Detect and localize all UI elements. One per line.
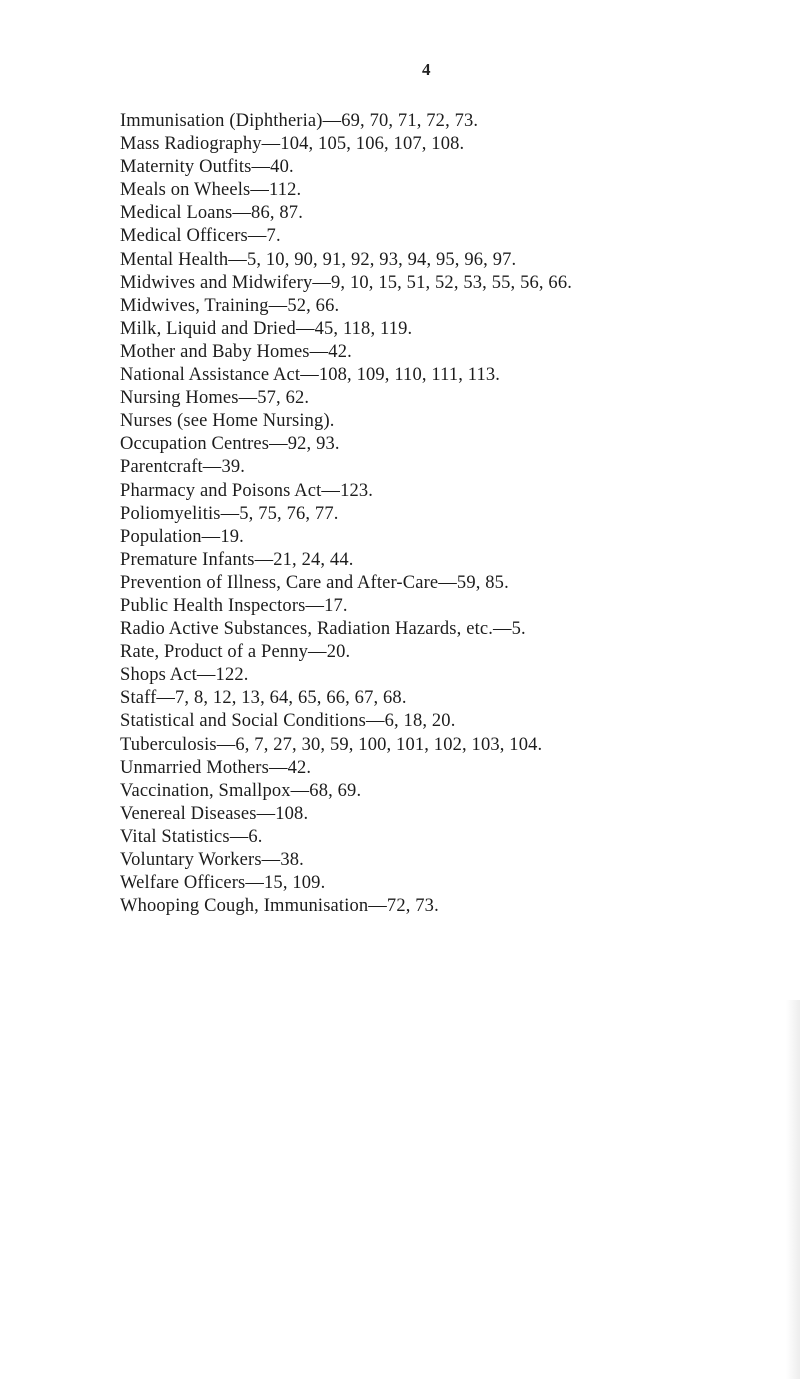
page-number: 4 <box>422 60 431 79</box>
page-edge-shadow <box>786 1000 800 1379</box>
index-entry: Mass Radiography—104, 105, 106, 107, 108. <box>120 134 465 155</box>
index-entry: Midwives, Training—52, 66. <box>120 295 340 316</box>
index-entry: Meals on Wheels—112. <box>120 180 302 201</box>
index-entry: Premature Infants—21, 24, 44. <box>120 549 354 570</box>
index-entry: Maternity Outfits—40. <box>120 157 294 178</box>
index-entry: Vaccination, Smallpox—68, 69. <box>120 780 362 801</box>
index-entry: Voluntary Workers—38. <box>120 850 304 870</box>
index-entry: Population—19. <box>120 526 244 547</box>
index-entry: Milk, Liquid and Dried—45, 118, 119. <box>120 318 413 339</box>
index-entry: Pharmacy and Poisons Act—123. <box>120 480 374 501</box>
index-entry: Shops Act—122. <box>120 665 249 686</box>
index-entry: Poliomyelitis—5, 75, 76, 77. <box>120 503 339 524</box>
index-entry: Whooping Cough, Immunisation—72, 73. <box>120 896 439 917</box>
index-entry: Radio Active Substances, Radiation Hazards, etc.—5. <box>120 619 526 640</box>
index-entry: Mother and Baby Homes—42. <box>120 341 352 362</box>
index-entry: Medical Officers—7. <box>120 226 281 247</box>
index-list <box>120 110 572 918</box>
index-entry: Midwives and Midwifery—9, 10, 15, 51, 52, 53, 55, 56, 66. <box>120 272 573 293</box>
index-entry: Public Health Inspectors—17. <box>120 595 348 616</box>
index-entry: National Assistance Act—108, 109, 110, 111, 113. <box>120 365 501 386</box>
index-entry: Nursing Homes—57, 62. <box>120 388 310 409</box>
index-entry: Unmarried Mothers—42. <box>120 757 312 778</box>
index-entry: Occupation Centres—92, 93. <box>120 434 340 455</box>
index-entry: Vital Statistics—6. <box>120 826 263 847</box>
index-entry: Prevention of Illness, Care and After-Care—59, 85. <box>120 572 509 593</box>
index-entry: Statistical and Social Conditions—6, 18, 20. <box>120 711 456 732</box>
index-entry: Tuberculosis—6, 7, 27, 30, 59, 100, 101, 102, 103, 104. <box>120 734 543 755</box>
index-entry: Medical Loans—86, 87. <box>120 203 303 224</box>
index-entry: Welfare Officers—15, 109. <box>120 873 326 894</box>
index-entry: Nurses (see Home Nursing). <box>120 411 335 432</box>
index-entry: Parentcraft—39. <box>120 457 246 478</box>
index-entry: Immunisation (Diphtheria)—69, 70, 71, 72, 73. <box>120 111 479 131</box>
index-entry: Rate, Product of a Penny—20. <box>120 642 351 663</box>
index-entry: Staff—7, 8, 12, 13, 64, 65, 66, 67, 68. <box>120 688 407 709</box>
index-entry: Mental Health—5, 10, 90, 91, 92, 93, 94, 95, 96, 97. <box>120 249 517 270</box>
index-entry: Venereal Diseases—108. <box>120 803 309 824</box>
